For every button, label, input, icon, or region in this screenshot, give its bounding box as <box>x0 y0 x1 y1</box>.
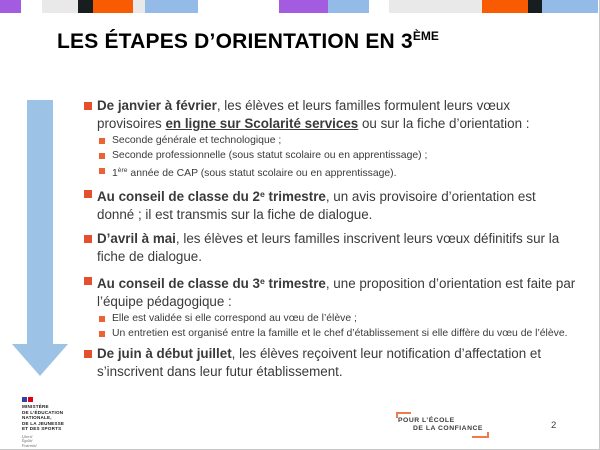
brand-bracket-top-left <box>396 412 411 418</box>
bullet-square-icon <box>99 168 105 174</box>
text-segment: Seconde professionnelle (sous statut scolaire ou en apprentissage) ; <box>112 150 428 161</box>
ministry-line: DE LA JEUNESSE <box>22 420 65 426</box>
text-segment: 1 <box>112 168 118 179</box>
bullet-item <box>84 345 576 381</box>
top-decoration-bar <box>0 0 600 13</box>
text-segment: année de CAP (sous statut scolaire ou en apprentissage). <box>127 168 397 179</box>
sub-bullet-item <box>99 149 576 163</box>
top-bar-segment-orange <box>482 0 528 13</box>
bullet-square-icon <box>84 277 92 285</box>
text-segment: ou sur la fiche d’orientation : <box>358 116 530 131</box>
ministry-line: DE L’ÉDUCATION <box>22 409 64 415</box>
arrow-shaft <box>27 100 53 344</box>
top-bar-segment-white <box>198 0 279 13</box>
text-segment: D’avril à mai <box>97 231 176 246</box>
top-bar-segment-black <box>78 0 93 13</box>
bullet-square-icon <box>84 190 92 198</box>
ministry-line: ET DES SPORTS <box>22 426 62 432</box>
top-bar-segment-purple <box>279 0 328 13</box>
text-segment: Seconde générale et technologique ; <box>112 135 282 146</box>
ministry-motto <box>22 435 92 448</box>
french-flag-icon <box>22 397 92 402</box>
top-bar-segment-light-gray <box>42 0 78 13</box>
top-bar-segment-light-gray <box>389 0 482 13</box>
bullet-item <box>84 230 576 266</box>
page-title-text: LES ÉTAPES D’ORIENTATION EN 3 <box>57 30 413 53</box>
timeline-down-arrow-icon <box>12 100 68 376</box>
ministry-line: MINISTÈRE <box>22 404 49 409</box>
text-segment: e <box>259 276 265 286</box>
flag-blue-square <box>22 397 27 402</box>
page-number: 2 <box>551 420 557 431</box>
bullet-square-icon <box>99 138 105 144</box>
text-segment: en ligne sur Scolarité services <box>165 116 359 131</box>
sub-bullet-item <box>99 134 576 148</box>
text-segment: trimestre <box>264 276 326 291</box>
page-title-superscript: ÈME <box>412 29 439 43</box>
bullet-square-icon <box>99 316 105 322</box>
top-bar-segment-black <box>528 0 542 13</box>
text-segment: , les élèves et leurs familles formulent leurs vœux provisoires <box>97 98 511 131</box>
text-segment: , un avis provisoire d’orientation est donné ; il est transmis sur la fiche de dialogue. <box>97 189 536 222</box>
arrow-head <box>12 344 68 376</box>
brand-line-2: DE LA CONFIANCE <box>413 425 483 432</box>
text-segment: , une proposition d’orientation est faite par l’équipe pédagogique : <box>97 276 576 309</box>
page-title <box>57 29 439 54</box>
motto-line: Égalité <box>22 439 33 444</box>
text-segment: Au conseil de classe du 2 <box>97 189 260 204</box>
content-list <box>84 97 576 387</box>
text-segment: , les élèves et leurs familles inscrivent leurs vœux définitifs sur la fiche de dialogue. <box>97 231 560 264</box>
text-segment: ère <box>117 167 128 174</box>
top-bar-segment-light-blue <box>145 0 198 13</box>
bullet-square-icon <box>84 102 92 110</box>
text-segment: trimestre <box>264 189 326 204</box>
flag-red-square <box>28 397 33 402</box>
top-bar-segment-white <box>21 0 42 13</box>
top-bar-segment-orange <box>93 0 133 13</box>
brand-line-1: POUR L’ÉCOLE <box>398 417 455 424</box>
bullet-square-icon <box>99 153 105 159</box>
sub-bullet-item <box>99 327 576 341</box>
bullet-square-icon <box>84 350 92 358</box>
pour-lecole-de-la-confiance-logo <box>398 417 483 433</box>
ministry-line: NATIONALE, <box>22 415 52 421</box>
top-bar-segment-light-blue <box>542 0 598 13</box>
motto-line: Fraternité <box>22 443 37 448</box>
sub-bullet-item <box>99 312 576 326</box>
bullet-item <box>84 185 576 224</box>
ministry-logo <box>22 397 92 448</box>
motto-line: Liberté <box>22 434 33 439</box>
bullet-item <box>84 97 576 133</box>
brand-bracket-bottom-right <box>472 432 489 438</box>
sub-bullet-item <box>99 164 576 181</box>
top-bar-segment-white <box>369 0 389 13</box>
text-segment: De juin à début juillet <box>97 346 232 361</box>
text-segment: , les élèves reçoivent leur notification d’affectation et s’inscrivent dans leur futur établissement. <box>97 346 542 379</box>
text-segment: Elle est validée si elle correspond au vœu de l’élève ; <box>112 313 357 324</box>
bullet-square-icon <box>84 235 92 243</box>
text-segment: Un entretien est organisé entre la famille et le chef d’établissement si elle diffère du vœu de l’élève. <box>112 328 568 339</box>
text-segment: e <box>259 189 265 199</box>
top-bar-segment-light-gray <box>133 0 145 13</box>
text-segment: De janvier à février <box>97 98 217 113</box>
top-bar-segment-light-blue <box>328 0 369 13</box>
bullet-item <box>84 272 576 311</box>
text-segment: Au conseil de classe du 3 <box>97 276 260 291</box>
bullet-square-icon <box>99 331 105 337</box>
top-bar-segment-purple <box>0 0 21 13</box>
